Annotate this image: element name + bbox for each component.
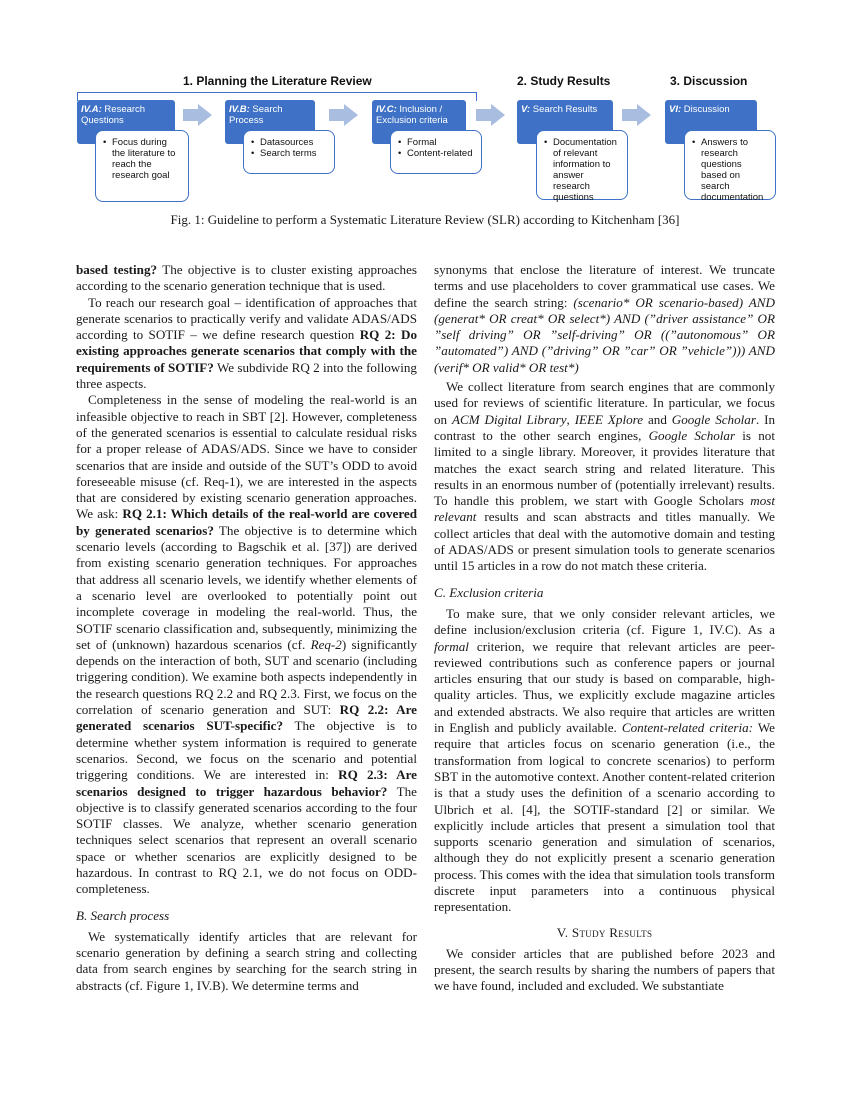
phase-planning-label: 1. Planning the Literature Review — [183, 74, 372, 88]
text: is not limited to a single library. Moreover, it provides literature that matches the exact search string and related literature. This results in an enormous number of (potentially irrelevant) results. To handle this problem, we start with Google Scholars — [434, 427, 775, 509]
phase-results-label: 2. Study Results — [517, 74, 611, 88]
research-question-rq2: RQ 2: Do existing approaches generate scenarios that comply with the requirements of SOTIF? — [76, 327, 417, 375]
step-title: Search Results — [532, 104, 598, 115]
text: criterion, we require that relevant articles are peer-reviewed contributions such as conference papers or journal articles ensuring that our study is based on comparable, high-quality articles. Thus, we explicitly exclude magazine articles and extended abstracts. We also require that articles are written in English and publicly available. — [434, 638, 775, 736]
arrow-right-icon — [622, 104, 652, 126]
bold-text: based testing? — [76, 262, 158, 277]
step-bullet: • Documentation of relevant information to answer research questions — [553, 137, 621, 203]
text: We require that articles focus on scenario generation (i.e., the transformation from logical to concrete scenarios) to perform SBT in the automotive context. Another content-related criterion is that a study uses the definition of a scenario according to Ulbrich et al. [4], the SOTIF-standard [2] or similar. We explicitly include articles that present a simulation tool that supports scenario generation and simulation of scenarios, although they do not explicitly present a scenario generation process. This comes with the idea that simulation tools transform discrete input parameters into a continuous physical representation. — [434, 720, 775, 915]
paragraph — [76, 262, 417, 295]
phase-discussion-label: 3. Discussion — [670, 74, 748, 88]
step-research-questions-details — [95, 130, 189, 202]
arrow-right-icon — [329, 104, 359, 126]
arrow-right-icon — [183, 104, 213, 126]
step-bullet: • Answers to research questions based on search documentation — [701, 137, 769, 203]
paragraph — [434, 379, 775, 575]
text: We subdivide RQ 2 into the following three aspects. — [76, 359, 417, 392]
italic-text: Google Scholar — [671, 411, 756, 427]
text: and — [643, 411, 672, 427]
step-title: Search Process — [229, 104, 283, 126]
text: The objective is to classify generated scenarios according to the four SOTIF classes. We analyze, whether scenario generation techniques select scenarios that represent an overall scenario space or whether scenarios are explicitly designed to be hazardous. In contrast to RQ 2.1, we do not focus on ODD-completeness. — [76, 783, 417, 897]
text: To make sure, that we only consider relevant articles, we define inclusion/exclusion criteria (cf. Figure 1, IV.C). As a — [434, 605, 775, 638]
right-column — [434, 262, 775, 995]
step-bullet: • Search terms — [260, 148, 328, 159]
step-bullet: • Focus during the literature to reach the research goal — [112, 137, 182, 181]
step-id: IV.C: — [376, 104, 397, 115]
figure-caption: Fig. 1: Guideline to perform a Systematic Literature Review (SLR) according to Kitchenham [36] — [170, 212, 680, 227]
research-question-rq2-3: RQ 2.3: Are scenarios designed to trigger hazardous behavior? — [76, 767, 417, 799]
research-question-rq2-1: RQ 2.1: Which details of the real-world are covered by generated scenarios? — [76, 506, 417, 538]
text: . In contrast to the other search engines, — [434, 411, 776, 443]
step-search-results-details — [536, 130, 628, 203]
step-id: VI: — [669, 104, 682, 115]
arrow-right-icon — [476, 104, 506, 126]
paragraph — [76, 295, 417, 393]
paragraph — [434, 606, 775, 916]
step-bullet: • Formal — [407, 137, 475, 148]
step-search-process-details — [243, 130, 335, 174]
italic-text: Content-related criteria: — [621, 720, 754, 736]
italic-text: most relevant — [434, 493, 775, 525]
section-heading-study-results: V. Study Results — [556, 924, 653, 940]
text: The objective is to determine whether system information is required to generate scenarios. Second, we focus on the scenario and potential triggering conditions. We are interested in: — [76, 718, 418, 783]
text: Completeness in the sense of modeling the real-world is an infeasible objective to reach in SBT [2]. However, completeness of the generated scenarios is essential to calculate residual risks for a proper release of ADAS/ADS. Since we have to consider scenarios that are inside and outside of the SUT’s ODD to avoid foreseeable misuse (cf. Req-1), we are interested in the aspects that are considered by existing scenario generation approaches. We ask: — [76, 392, 417, 522]
step-bullet: • Content-related — [407, 148, 475, 159]
section-heading-exclusion-criteria: C. Exclusion criteria — [434, 584, 544, 600]
research-question-rq2-2: RQ 2.2: Are generated scenarios SUT-specific? — [76, 702, 417, 734]
search-string: (scenario* OR scenario-based) AND (generat* OR creat* OR select*) AND (”driver assistance” OR ”self driving” OR ”self-driving” OR ((”autonomous” OR ”automated”) AND (”driving” OR ”car” OR ”vehicle”))) AND (verif* OR valid* OR test*) — [434, 294, 775, 375]
italic-text: ACM Digital Library — [451, 411, 567, 427]
step-criteria-details — [390, 130, 482, 174]
paragraph — [434, 262, 775, 376]
italic-text: Google Scholar — [648, 427, 736, 443]
text: synonyms that enclose the literature of interest. We truncate terms and use placeholders to cover grammatical use cases. We define the search string: — [434, 262, 775, 310]
step-id: IV.B: — [229, 104, 250, 115]
step-id: V: — [521, 104, 531, 115]
text: We collect literature from search engines that are commonly used for reviews of scientific literature. In particular, we focus on — [434, 379, 775, 427]
text: To reach our research goal – identification of approaches that generate scenarios to practically verify and validate ADAS/ADS according to SOTIF – we define research question — [76, 294, 417, 343]
section-heading-search-process: B. Search process — [76, 907, 170, 923]
text: ) significantly depends on the interaction of both, SUT and scenario (including triggering condition). We examine both aspects independently in the research questions RQ 2.2 and RQ 2.3. First, we focus on the correlation of scenario generation and SUT: — [76, 636, 418, 718]
text: The objective is to determine which scenario levels (according to Bagschik et al. [37]) are derived from existing scenario generation techniques. For approaches that address all scenario levels, we identify whether elements of a scenario level are overlooked to potentially point out incomplete coverage in modeling the real-world. Thus, the SOTIF scenario classification and, subsequently, minimizing the set of (unknown) hazardous scenarios (cf. — [76, 522, 417, 652]
paragraph — [76, 392, 417, 897]
paragraph: We consider articles that are published before 2023 and present, the search results by sharing the numbers of papers that we have found, included and excluded. We substantiate — [434, 945, 775, 994]
paragraph: We systematically identify articles that are relevant for scenario generation by defining a search string and collecting data from search engines by searching for the search string in abstracts (cf. Figure 1, IV.B). We determine terms and — [76, 928, 417, 993]
step-title: Research Questions — [81, 104, 146, 126]
italic-text: IEEE Xplore — [574, 411, 644, 427]
italic-text: formal — [434, 638, 469, 654]
step-bullet: • Datasources — [260, 137, 328, 148]
step-discussion-details — [684, 130, 776, 203]
slr-guideline-figure — [0, 0, 850, 240]
step-title: Discussion — [683, 104, 730, 115]
italic-text: Req-2 — [310, 636, 342, 652]
step-id: IV.A: — [81, 104, 102, 115]
left-column — [76, 262, 417, 994]
text: results and scan abstracts and titles manually. We collect articles that deal with the automotive domain and testing of ADAS/ADS or present simulation tools to generate scenarios until 15 articles in a row do not match these criteria. — [434, 509, 775, 574]
text: The objective is to cluster existing approaches according to the scenario generation technique that is used. — [76, 262, 417, 294]
text: , — [566, 411, 575, 427]
step-title: Inclusion / Exclusion criteria — [376, 104, 448, 126]
